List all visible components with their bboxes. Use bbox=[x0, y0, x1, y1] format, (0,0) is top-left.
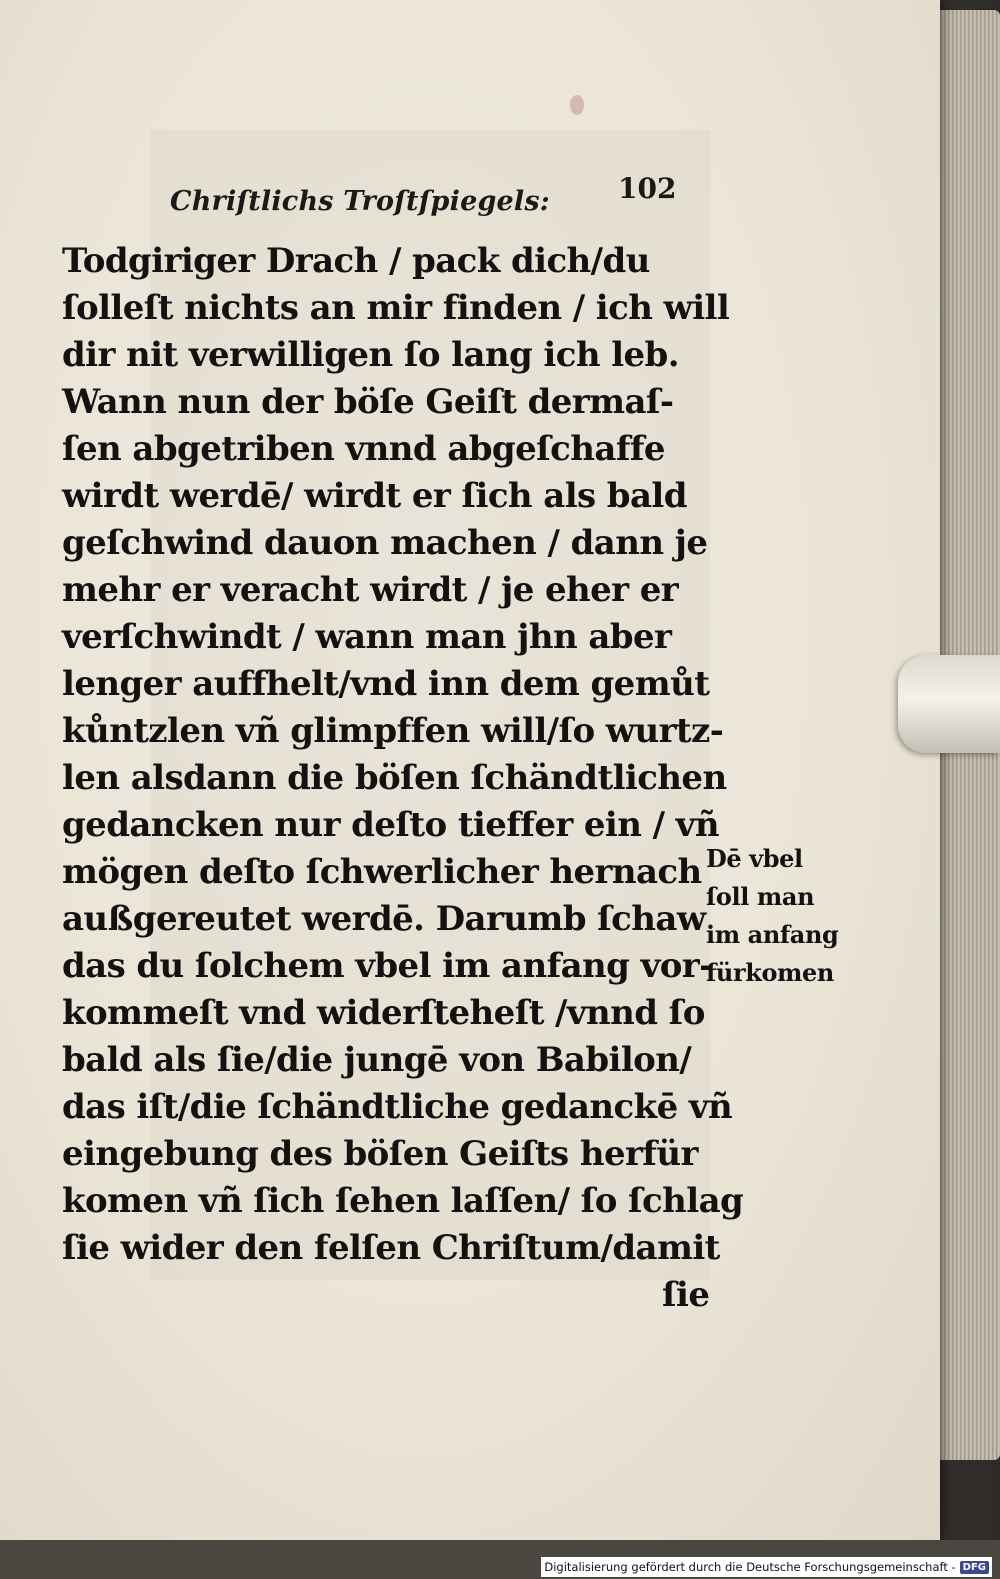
running-title: Chriſtlichs Troſtſpiegels: bbox=[170, 186, 550, 217]
text-line: das du ſolchem vbel im anfang vor- bbox=[62, 946, 713, 986]
text-line: wirdt werdē/ wirdt er ſich als bald bbox=[62, 476, 687, 516]
running-head bbox=[170, 172, 680, 226]
marginal-line: fürkomen bbox=[706, 958, 834, 987]
text-line: bald als ſie/die jungē von Babilon/ bbox=[62, 1040, 692, 1080]
text-line: ſen abgetriben vnnd abgeſchaffe bbox=[62, 429, 665, 469]
text-line: Wann nun der böſe Geiſt dermaſ- bbox=[62, 382, 674, 422]
marginal-line: ſoll man bbox=[706, 882, 815, 911]
marginal-line: im anfang bbox=[706, 920, 839, 949]
dfg-logo: DFG bbox=[960, 1561, 989, 1574]
text-line: dir nit verwilligen ſo lang ich leb. bbox=[62, 335, 679, 375]
ink-stain bbox=[570, 95, 584, 115]
text-line: eingebung des böſen Geiſts herfür bbox=[62, 1134, 698, 1174]
text-line: geſchwind dauon machen / dann je bbox=[62, 523, 708, 563]
text-line: komen vñ ſich ſehen laſſen/ ſo ſchlag bbox=[62, 1181, 744, 1221]
page-number: 102 bbox=[618, 172, 677, 205]
text-line: ſie wider den felſen Chriſtum/damit bbox=[62, 1228, 720, 1268]
credit-text: Digitalisierung gefördert durch die Deutsche Forschungsgemeinschaft - bbox=[544, 1560, 956, 1574]
text-line: mögen deſto ſchwerlicher hernach bbox=[62, 852, 702, 892]
catchword: ſie bbox=[662, 1275, 710, 1315]
page-clip bbox=[898, 655, 1000, 753]
text-line: gedancken nur deſto tieffer ein / vñ bbox=[62, 805, 719, 845]
text-line: kůntzlen vñ glimpffen will/ſo wurtz- bbox=[62, 711, 724, 751]
marginal-note bbox=[706, 840, 846, 992]
text-line: das iſt/die ſchändtliche gedanckē vñ bbox=[62, 1087, 733, 1127]
text-line: Todgiriger Drach / pack dich/du bbox=[62, 241, 650, 281]
text-line: kommeſt vnd widerſteheſt /vnnd ſo bbox=[62, 993, 705, 1033]
marginal-line: Dē vbel bbox=[706, 844, 803, 873]
text-line: len alsdann die böſen ſchändtlichen bbox=[62, 758, 727, 798]
footer-credit bbox=[541, 1557, 992, 1577]
text-line: verſchwindt / wann man jhn aber bbox=[62, 617, 672, 657]
text-line: lenger auffhelt/vnd inn dem gemůt bbox=[62, 664, 710, 704]
text-line: außgereutet werdē. Darumb ſchaw bbox=[62, 899, 706, 939]
text-line: ſolleſt nichts an mir finden / ich will bbox=[62, 288, 730, 328]
body-text bbox=[62, 238, 744, 1319]
text-line: mehr er veracht wirdt / je eher er bbox=[62, 570, 679, 610]
